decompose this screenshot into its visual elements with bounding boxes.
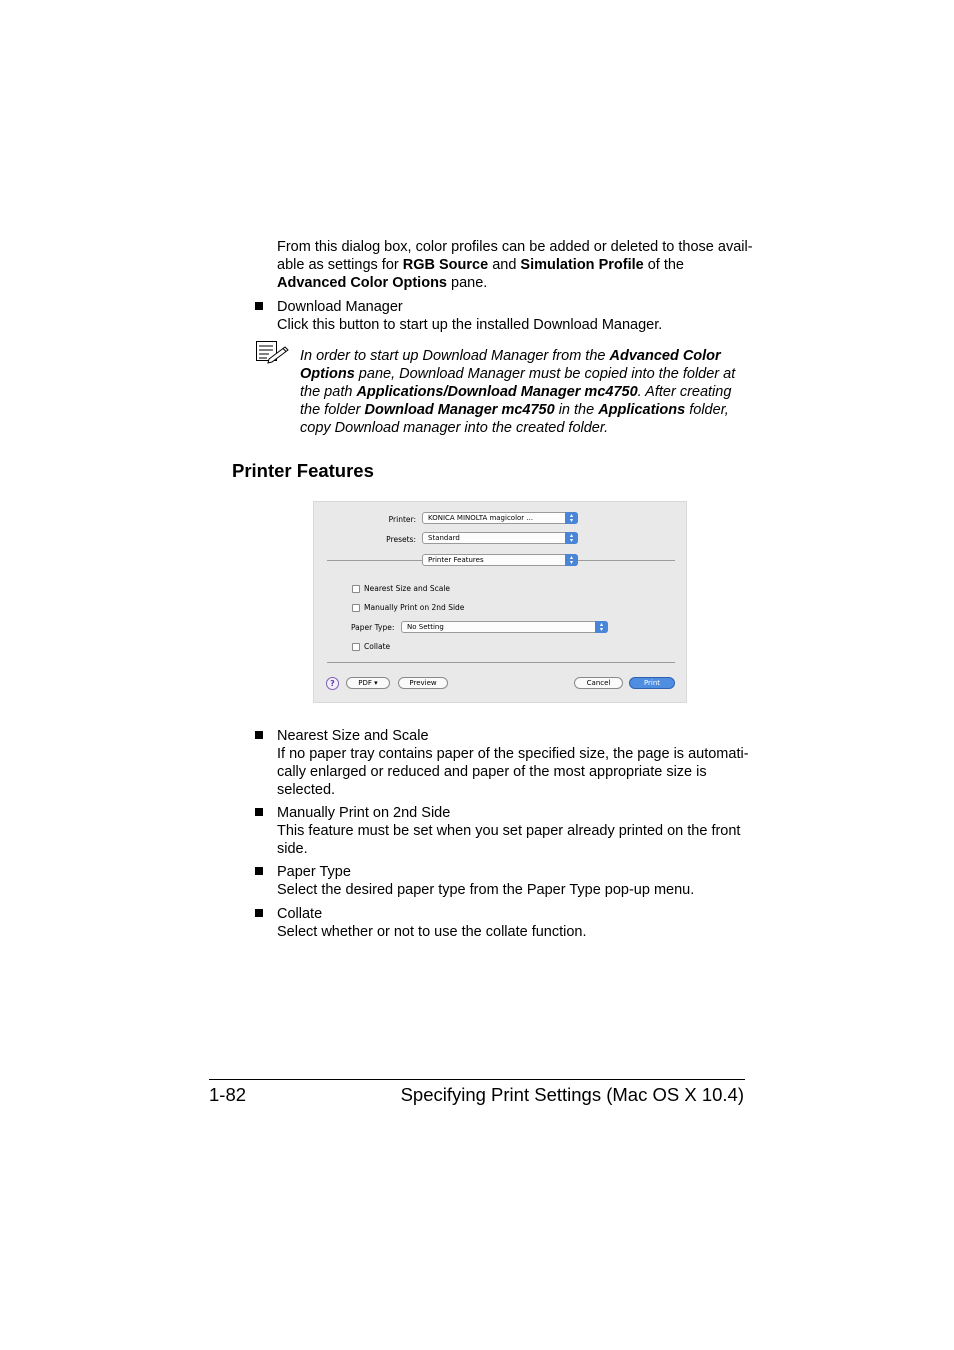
printer-popup[interactable] [422, 512, 578, 524]
presets-popup[interactable] [422, 532, 578, 544]
note-line-3 [300, 383, 760, 401]
printer-label: Printer: [388, 515, 416, 524]
note-bold: Options [300, 366, 355, 382]
note-fragment: the folder [300, 402, 365, 418]
pdf-button[interactable]: PDF ▾ [346, 677, 390, 689]
section-title: Printer Features [232, 460, 374, 481]
note-text [300, 347, 760, 437]
bullet-square [255, 808, 263, 816]
popup-arrows-icon: ▴ ▾ [595, 621, 608, 633]
print-button[interactable]: Print [629, 677, 675, 689]
bullet-square [255, 867, 263, 875]
preview-button[interactable]: Preview [398, 677, 448, 689]
feature-item-paper-type [277, 863, 757, 899]
note-fragment: the path [300, 384, 357, 400]
print-dialog [313, 501, 687, 703]
paper-type-value: No Setting [407, 623, 444, 631]
intro-text: of the [643, 257, 684, 273]
note-bold: Download Manager mc4750 [364, 402, 555, 418]
feature-title: Manually Print on 2nd Side [277, 805, 451, 821]
download-manager-title: Download Manager [277, 299, 403, 315]
intro-line-2 [277, 256, 757, 274]
collate-label: Collate [364, 642, 391, 651]
pane-separator-left [327, 560, 422, 561]
feature-desc-line: cally enlarged or reduced and paper of the most appropriate size is [277, 764, 707, 780]
chapter-title: Specifying Print Settings (Mac OS X 10.4) [400, 1084, 744, 1105]
note-line-5: copy Download manager into the created folder. [300, 420, 609, 436]
paper-type-label: Paper Type: [351, 623, 395, 632]
note-bold: Applications [598, 402, 686, 418]
intro-text: and [488, 257, 521, 273]
note-fragment: In order to start up Download Manager from the [300, 348, 610, 364]
simulation-profile-term: Simulation Profile [520, 257, 644, 273]
manual-duplex-label: Manually Print on 2nd Side [364, 603, 465, 612]
bullet-square [255, 909, 263, 917]
cancel-button[interactable]: Cancel [574, 677, 623, 689]
popup-arrows-icon: ▴ ▾ [565, 512, 578, 524]
feature-item-nearest [277, 727, 757, 799]
note-fragment: . After creating [637, 384, 732, 400]
feature-desc-line: selected. [277, 782, 336, 798]
collate-checkbox[interactable] [352, 643, 360, 651]
intro-line-3 [277, 274, 757, 292]
note-bold: Applications/Download Manager mc4750 [356, 384, 638, 400]
feature-title: Paper Type [277, 864, 351, 880]
pane-separator-right [578, 560, 675, 561]
intro-paragraph [277, 238, 757, 292]
feature-title: Collate [277, 906, 323, 922]
feature-title: Nearest Size and Scale [277, 728, 429, 744]
note-line-4 [300, 401, 760, 419]
pane-popup[interactable] [422, 554, 578, 566]
download-manager-desc: Click this button to start up the installed Download Manager. [277, 317, 663, 333]
manual-duplex-checkbox[interactable] [352, 604, 360, 612]
note-fragment: in the [554, 402, 599, 418]
note-line-1 [300, 347, 760, 365]
page-number: 1-82 [209, 1084, 247, 1105]
bottom-separator [327, 662, 675, 663]
paper-type-popup[interactable] [401, 621, 608, 633]
note-fragment: folder, [685, 402, 729, 418]
download-manager-item [277, 298, 757, 334]
feature-desc-line: Select whether or not to use the collate function. [277, 924, 587, 940]
pane-value: Printer Features [428, 556, 484, 564]
feature-desc-line: This feature must be set when you set paper already printed on the front [277, 823, 741, 839]
note-pencil-icon [255, 340, 291, 364]
intro-line-1: From this dialog box, color profiles can be added or deleted to those avail- [277, 239, 753, 255]
advanced-color-options-term: Advanced Color Options [277, 275, 447, 291]
feature-desc-line: If no paper tray contains paper of the specified size, the page is automati- [277, 746, 749, 762]
note-line-2 [300, 365, 760, 383]
nearest-size-label: Nearest Size and Scale [364, 584, 451, 593]
presets-value: Standard [428, 534, 460, 542]
presets-label: Presets: [386, 535, 416, 544]
footer-rule [209, 1079, 745, 1080]
rgb-source-term: RGB Source [402, 257, 489, 273]
feature-desc-line: side. [277, 841, 308, 857]
feature-item-collate [277, 905, 757, 941]
bullet-square [255, 731, 263, 739]
note-fragment: pane, Download Manager must be copied into the folder at [354, 366, 736, 382]
feature-desc-line: Select the desired paper type from the Paper Type pop-up menu. [277, 882, 695, 898]
popup-arrows-icon: ▴ ▾ [565, 532, 578, 544]
printer-value: KONICA MINOLTA magicolor ... [428, 514, 534, 522]
help-button[interactable]: ? [326, 677, 339, 690]
note-bold: Advanced Color [609, 348, 721, 364]
bullet-square [255, 302, 263, 310]
feature-item-manual [277, 804, 757, 858]
nearest-size-checkbox[interactable] [352, 585, 360, 593]
popup-arrows-icon: ▴ ▾ [565, 554, 578, 566]
intro-text: pane. [447, 275, 488, 291]
intro-text: able as settings for [277, 257, 403, 273]
